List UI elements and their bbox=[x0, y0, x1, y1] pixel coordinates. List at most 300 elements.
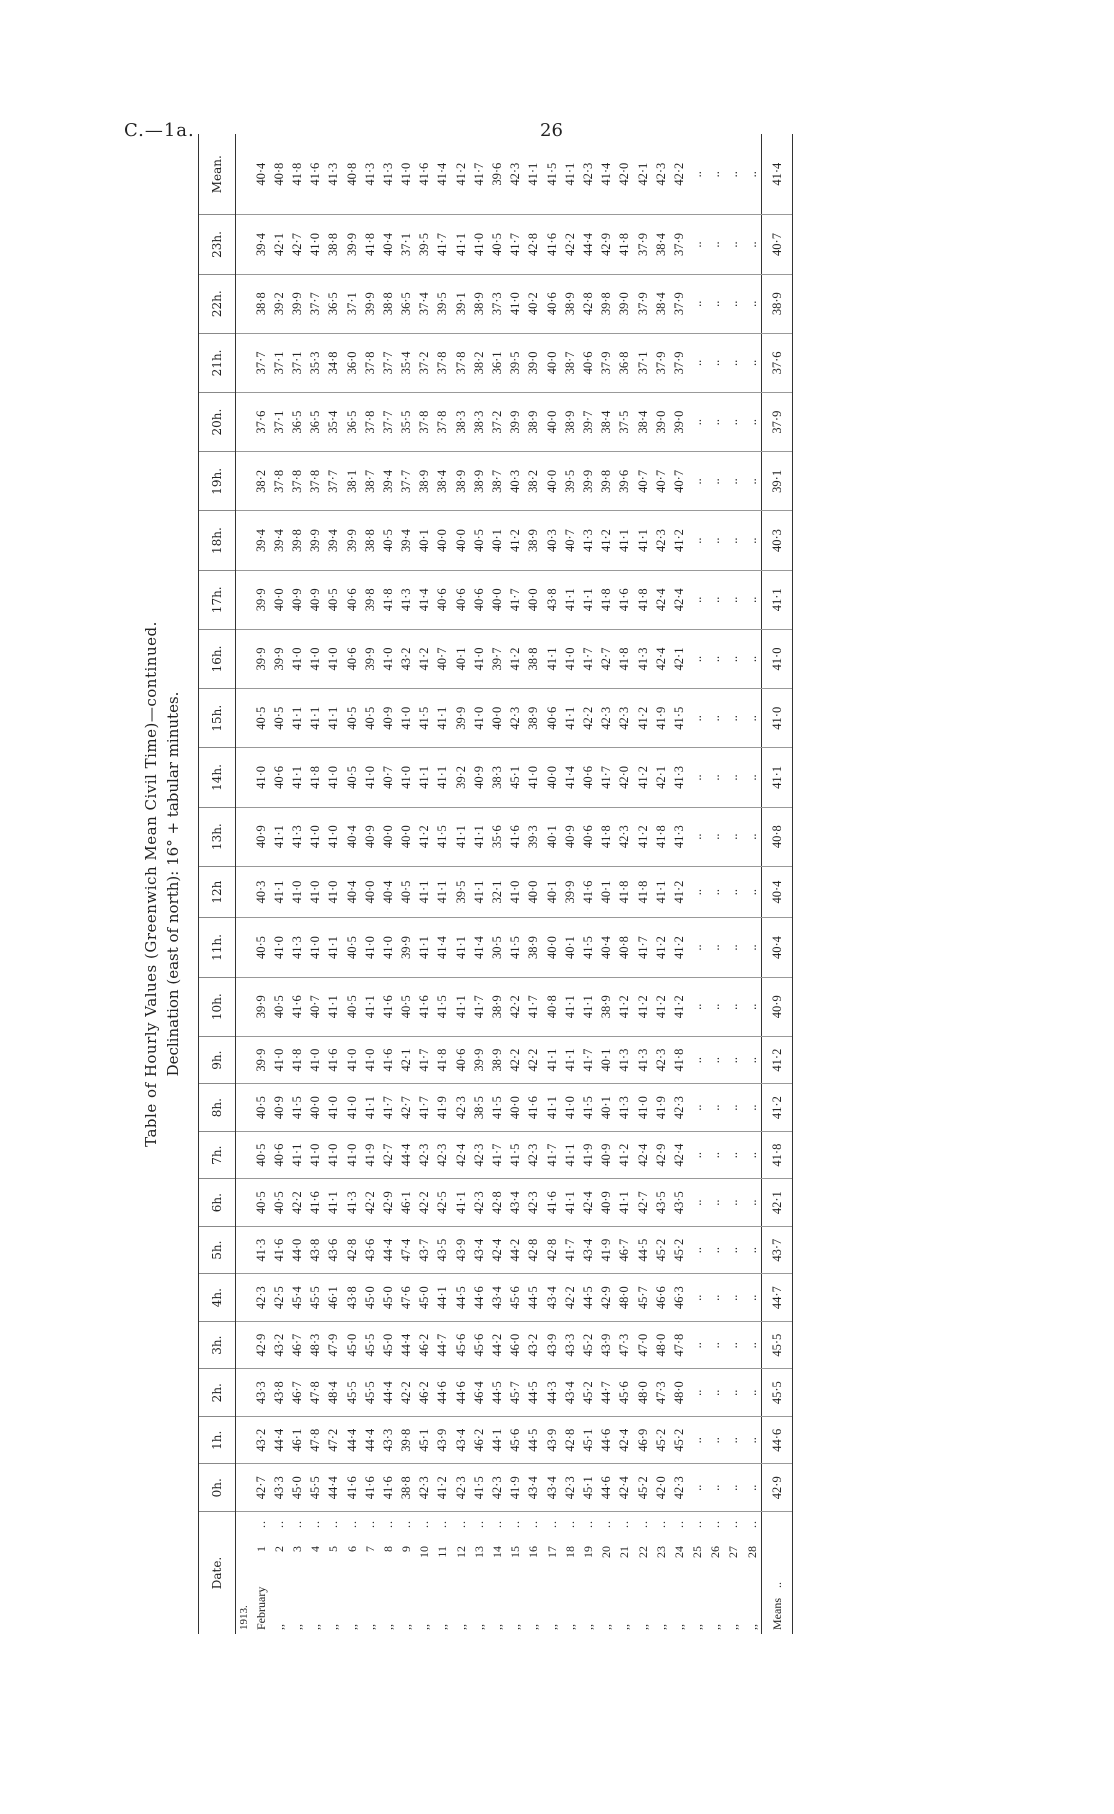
value-cell: 41·0 bbox=[307, 918, 325, 977]
value-cell: .. bbox=[743, 629, 762, 688]
value-cell: 38·2 bbox=[252, 452, 270, 511]
table-subtitle: Declination (east of north): 16° + tabular minutes. bbox=[164, 691, 182, 1077]
table-row bbox=[743, 134, 762, 1634]
day-label: 21 bbox=[617, 1546, 632, 1558]
value-cell: 36·1 bbox=[488, 333, 506, 392]
mean-value-cell: 40·7 bbox=[762, 215, 793, 274]
value-cell: 41·0 bbox=[307, 866, 325, 918]
value-cell: 44·4 bbox=[398, 1131, 416, 1179]
value-cell: .. bbox=[743, 1131, 762, 1179]
value-cell: 39·7 bbox=[579, 393, 597, 452]
value-cell: 41·0 bbox=[525, 748, 543, 807]
empty-cell bbox=[236, 1226, 253, 1274]
table-row bbox=[652, 134, 670, 1634]
value-cell: 42·3 bbox=[525, 1179, 543, 1227]
day-label: 22 bbox=[635, 1546, 650, 1558]
value-cell: 37·7 bbox=[307, 274, 325, 333]
value-cell: 41·0 bbox=[561, 1084, 579, 1132]
value-cell: 37·9 bbox=[670, 274, 688, 333]
date-cell bbox=[470, 1512, 488, 1635]
value-cell: 41·7 bbox=[470, 134, 488, 215]
value-cell: 40·9 bbox=[598, 1179, 616, 1227]
value-cell: 41·7 bbox=[416, 1036, 434, 1084]
value-cell: 41·1 bbox=[561, 1179, 579, 1227]
mean-value-cell: 40·4 bbox=[762, 866, 793, 918]
value-cell: .. bbox=[743, 977, 762, 1036]
month-label: ,, bbox=[671, 1624, 686, 1630]
value-cell: 35·5 bbox=[398, 393, 416, 452]
value-cell: 42·3 bbox=[507, 134, 525, 215]
value-cell: 41·5 bbox=[507, 918, 525, 977]
value-cell: 40·1 bbox=[488, 511, 506, 570]
value-cell: 48·4 bbox=[325, 1369, 343, 1417]
leader-dots: .. bbox=[690, 1520, 705, 1528]
column-header-hour: 8h. bbox=[199, 1084, 236, 1132]
value-cell: 37·1 bbox=[398, 215, 416, 274]
value-cell: 47·8 bbox=[670, 1321, 688, 1369]
value-cell: 42·4 bbox=[670, 1131, 688, 1179]
table-row bbox=[579, 134, 597, 1634]
value-cell: 41·0 bbox=[270, 1036, 288, 1084]
month-label: ,, bbox=[308, 1624, 323, 1630]
value-cell: 38·9 bbox=[488, 977, 506, 1036]
value-cell: 41·8 bbox=[307, 748, 325, 807]
table-row bbox=[361, 134, 379, 1634]
value-cell: 40·9 bbox=[379, 689, 397, 748]
value-cell: 45·2 bbox=[634, 1464, 652, 1512]
column-header-hour: 22h. bbox=[199, 274, 236, 333]
value-cell: 40·4 bbox=[343, 866, 361, 918]
value-cell: 37·9 bbox=[598, 333, 616, 392]
value-cell: 41·8 bbox=[434, 1036, 452, 1084]
value-cell: 45·1 bbox=[416, 1416, 434, 1464]
value-cell: 44·5 bbox=[488, 1369, 506, 1417]
value-cell: 43·8 bbox=[307, 1226, 325, 1274]
value-cell: 41·6 bbox=[507, 807, 525, 866]
value-cell: 41·1 bbox=[452, 918, 470, 977]
value-cell: .. bbox=[725, 918, 743, 977]
date-cell bbox=[379, 1512, 397, 1635]
day-label: 8 bbox=[380, 1546, 395, 1552]
table-row bbox=[307, 134, 325, 1634]
value-cell: 41·3 bbox=[252, 1226, 270, 1274]
value-cell: 41·8 bbox=[652, 807, 670, 866]
value-cell: .. bbox=[743, 918, 762, 977]
value-cell: 41·0 bbox=[634, 1084, 652, 1132]
value-cell: 40·0 bbox=[379, 807, 397, 866]
value-cell: 38·3 bbox=[488, 748, 506, 807]
value-cell: 41·3 bbox=[579, 511, 597, 570]
value-cell: 46·2 bbox=[470, 1416, 488, 1464]
value-cell: .. bbox=[707, 1274, 725, 1322]
value-cell: 41·7 bbox=[488, 1131, 506, 1179]
mean-value-cell: 39·1 bbox=[762, 452, 793, 511]
value-cell: 42·4 bbox=[634, 1131, 652, 1179]
value-cell: 41·1 bbox=[470, 866, 488, 918]
month-label: ,, bbox=[580, 1624, 595, 1630]
value-cell: 44·6 bbox=[598, 1464, 616, 1512]
value-cell: .. bbox=[707, 215, 725, 274]
value-cell: .. bbox=[725, 748, 743, 807]
date-cell bbox=[579, 1512, 597, 1635]
value-cell: 35·6 bbox=[488, 807, 506, 866]
day-label: 17 bbox=[544, 1546, 559, 1558]
value-cell: 40·1 bbox=[561, 918, 579, 977]
leader-dots: .. bbox=[635, 1520, 650, 1528]
day-label: 16 bbox=[526, 1546, 541, 1558]
value-cell: 37·8 bbox=[307, 452, 325, 511]
value-cell: 40·5 bbox=[270, 689, 288, 748]
value-cell: 41·0 bbox=[361, 918, 379, 977]
value-cell: 38·9 bbox=[488, 1036, 506, 1084]
empty-cell bbox=[236, 215, 253, 274]
value-cell: 41·0 bbox=[252, 748, 270, 807]
value-cell: 39·2 bbox=[452, 748, 470, 807]
date-cell bbox=[270, 1512, 288, 1635]
value-cell: 44·2 bbox=[488, 1321, 506, 1369]
value-cell: 41·1 bbox=[579, 570, 597, 629]
value-cell: 39·4 bbox=[379, 452, 397, 511]
date-cell bbox=[507, 1512, 525, 1635]
value-cell: 41·9 bbox=[598, 1226, 616, 1274]
value-cell: 41·9 bbox=[652, 689, 670, 748]
value-cell: 41·5 bbox=[470, 1464, 488, 1512]
value-cell: 37·8 bbox=[416, 393, 434, 452]
value-cell: 45·4 bbox=[288, 1274, 306, 1322]
table-row bbox=[325, 134, 343, 1634]
value-cell: 41·2 bbox=[634, 977, 652, 1036]
value-cell: 41·1 bbox=[416, 748, 434, 807]
value-cell: 42·2 bbox=[398, 1369, 416, 1417]
value-cell: 45·5 bbox=[307, 1464, 325, 1512]
value-cell: 41·0 bbox=[325, 1131, 343, 1179]
column-header-hour: 14h. bbox=[199, 748, 236, 807]
value-cell: 39·9 bbox=[561, 866, 579, 918]
value-cell: 40·0 bbox=[525, 866, 543, 918]
value-cell: 41·6 bbox=[543, 215, 561, 274]
value-cell: 41·1 bbox=[434, 748, 452, 807]
value-cell: .. bbox=[689, 1036, 707, 1084]
day-label: 3 bbox=[289, 1546, 304, 1552]
day-label: 13 bbox=[471, 1546, 486, 1558]
day-label: 6 bbox=[344, 1546, 359, 1552]
value-cell: 38·8 bbox=[379, 274, 397, 333]
value-cell: 41·5 bbox=[288, 1084, 306, 1132]
value-cell: 47·3 bbox=[652, 1369, 670, 1417]
mean-value-cell: 42·1 bbox=[762, 1179, 793, 1227]
month-label: ,, bbox=[508, 1624, 523, 1630]
value-cell: 41·5 bbox=[579, 918, 597, 977]
value-cell: 37·5 bbox=[616, 393, 634, 452]
hourly-values-table bbox=[198, 134, 793, 1634]
month-label: ,, bbox=[435, 1624, 450, 1630]
value-cell: 40·9 bbox=[270, 1084, 288, 1132]
value-cell: .. bbox=[707, 570, 725, 629]
value-cell: 43·3 bbox=[379, 1416, 397, 1464]
value-cell: .. bbox=[743, 748, 762, 807]
value-cell: 44·5 bbox=[634, 1226, 652, 1274]
value-cell: .. bbox=[725, 333, 743, 392]
month-label: ,, bbox=[490, 1624, 505, 1630]
value-cell: 39·4 bbox=[325, 511, 343, 570]
value-cell: 41·6 bbox=[579, 866, 597, 918]
value-cell: 43·9 bbox=[543, 1416, 561, 1464]
rotated-table-block bbox=[140, 114, 920, 1654]
value-cell: .. bbox=[707, 1369, 725, 1417]
value-cell: 41·8 bbox=[379, 570, 397, 629]
empty-cell bbox=[236, 570, 253, 629]
value-cell: 40·0 bbox=[543, 333, 561, 392]
value-cell: 41·7 bbox=[416, 1084, 434, 1132]
value-cell: 40·4 bbox=[598, 918, 616, 977]
column-header-hour: 19h. bbox=[199, 452, 236, 511]
value-cell: 39·6 bbox=[488, 134, 506, 215]
month-label: ,, bbox=[453, 1624, 468, 1630]
value-cell: 42·3 bbox=[579, 134, 597, 215]
value-cell: 43·4 bbox=[543, 1274, 561, 1322]
value-cell: 39·9 bbox=[252, 570, 270, 629]
value-cell: 38·9 bbox=[561, 274, 579, 333]
column-header-hour: 7h. bbox=[199, 1131, 236, 1179]
value-cell: 47·8 bbox=[307, 1416, 325, 1464]
value-cell: 41·2 bbox=[507, 511, 525, 570]
value-cell: 41·0 bbox=[325, 866, 343, 918]
value-cell: 42·9 bbox=[252, 1321, 270, 1369]
value-cell: 40·4 bbox=[379, 866, 397, 918]
value-cell: 44·4 bbox=[379, 1369, 397, 1417]
value-cell: 41·2 bbox=[670, 866, 688, 918]
value-cell: 42·2 bbox=[561, 215, 579, 274]
value-cell: 43·9 bbox=[598, 1321, 616, 1369]
value-cell: 43·9 bbox=[434, 1416, 452, 1464]
value-cell: 40·9 bbox=[307, 570, 325, 629]
value-cell: 45·5 bbox=[361, 1321, 379, 1369]
mean-value-cell: 40·3 bbox=[762, 511, 793, 570]
value-cell: 39·2 bbox=[270, 274, 288, 333]
value-cell: .. bbox=[743, 689, 762, 748]
value-cell: .. bbox=[743, 1321, 762, 1369]
value-cell: 41·3 bbox=[616, 1036, 634, 1084]
column-header-hour: 20h. bbox=[199, 393, 236, 452]
value-cell: 43·2 bbox=[525, 1321, 543, 1369]
empty-cell bbox=[236, 866, 253, 918]
value-cell: .. bbox=[707, 807, 725, 866]
value-cell: .. bbox=[707, 1321, 725, 1369]
table-row bbox=[561, 134, 579, 1634]
empty-cell bbox=[236, 1179, 253, 1227]
value-cell: 41·3 bbox=[343, 1179, 361, 1227]
value-cell: .. bbox=[689, 977, 707, 1036]
value-cell: 43·5 bbox=[670, 1179, 688, 1227]
value-cell: 41·6 bbox=[307, 134, 325, 215]
value-cell: 38·9 bbox=[470, 274, 488, 333]
value-cell: 39·9 bbox=[470, 1036, 488, 1084]
value-cell: 43·2 bbox=[398, 629, 416, 688]
value-cell: 40·6 bbox=[543, 274, 561, 333]
value-cell: 45·1 bbox=[579, 1416, 597, 1464]
value-cell: 45·2 bbox=[579, 1321, 597, 1369]
value-cell: 38·8 bbox=[398, 1464, 416, 1512]
value-cell: .. bbox=[743, 1084, 762, 1132]
day-label: 27 bbox=[726, 1546, 741, 1558]
mean-value-cell: 41·0 bbox=[762, 689, 793, 748]
leader-dots: .. bbox=[326, 1520, 341, 1528]
value-cell: 47·3 bbox=[616, 1321, 634, 1369]
day-label: 7 bbox=[362, 1546, 377, 1552]
value-cell: .. bbox=[707, 977, 725, 1036]
value-cell: .. bbox=[689, 689, 707, 748]
month-label: ,, bbox=[399, 1624, 414, 1630]
empty-cell bbox=[236, 977, 253, 1036]
value-cell: 40·5 bbox=[398, 977, 416, 1036]
value-cell: .. bbox=[743, 1369, 762, 1417]
column-header-hour: 15h. bbox=[199, 689, 236, 748]
value-cell: 42·4 bbox=[670, 570, 688, 629]
value-cell: 47·6 bbox=[398, 1274, 416, 1322]
column-header-hour: 16h. bbox=[199, 629, 236, 688]
value-cell: 40·5 bbox=[325, 570, 343, 629]
value-cell: .. bbox=[689, 1179, 707, 1227]
value-cell: 39·0 bbox=[525, 333, 543, 392]
value-cell: 38·9 bbox=[525, 393, 543, 452]
value-cell: 41·9 bbox=[579, 1131, 597, 1179]
value-cell: 41·7 bbox=[579, 629, 597, 688]
value-cell: 43·4 bbox=[452, 1416, 470, 1464]
value-cell: 40·5 bbox=[270, 977, 288, 1036]
column-header-hour: Mean. bbox=[199, 134, 236, 215]
date-cell bbox=[325, 1512, 343, 1635]
column-header-hour: 4h. bbox=[199, 1274, 236, 1322]
value-cell: 41·0 bbox=[507, 866, 525, 918]
value-cell: 41·4 bbox=[561, 748, 579, 807]
leader-dots: .. bbox=[253, 1520, 268, 1528]
value-cell: 42·2 bbox=[416, 1179, 434, 1227]
date-cell bbox=[543, 1512, 561, 1635]
value-cell: 41·0 bbox=[325, 748, 343, 807]
value-cell: 44·4 bbox=[579, 215, 597, 274]
column-header-hour: 3h. bbox=[199, 1321, 236, 1369]
value-cell: 40·6 bbox=[343, 570, 361, 629]
value-cell: 45·6 bbox=[616, 1369, 634, 1417]
value-cell: 41·3 bbox=[325, 134, 343, 215]
value-cell: .. bbox=[725, 1274, 743, 1322]
leader-dots: .. bbox=[417, 1520, 432, 1528]
value-cell: 43·8 bbox=[343, 1274, 361, 1322]
value-cell: 40·0 bbox=[543, 748, 561, 807]
value-cell: 44·4 bbox=[325, 1464, 343, 1512]
value-cell: 41·1 bbox=[543, 1036, 561, 1084]
value-cell: 45·7 bbox=[634, 1274, 652, 1322]
value-cell: 44·1 bbox=[488, 1416, 506, 1464]
column-header-hour: 1h. bbox=[199, 1416, 236, 1464]
value-cell: 40·8 bbox=[343, 134, 361, 215]
date-cell bbox=[725, 1512, 743, 1635]
value-cell: 39·8 bbox=[361, 570, 379, 629]
value-cell: 38·4 bbox=[652, 215, 670, 274]
value-cell: 43·5 bbox=[434, 1226, 452, 1274]
column-header-hour: 2h. bbox=[199, 1369, 236, 1417]
value-cell: 44·3 bbox=[543, 1369, 561, 1417]
value-cell: 42·3 bbox=[652, 134, 670, 215]
value-cell: 41·1 bbox=[307, 689, 325, 748]
day-label: 26 bbox=[708, 1546, 723, 1558]
value-cell: 40·0 bbox=[488, 570, 506, 629]
value-cell: 39·9 bbox=[452, 689, 470, 748]
value-cell: 41·8 bbox=[670, 1036, 688, 1084]
value-cell: 39·5 bbox=[507, 333, 525, 392]
value-cell: 40·6 bbox=[543, 689, 561, 748]
value-cell: 43·4 bbox=[579, 1226, 597, 1274]
value-cell: 41·2 bbox=[452, 134, 470, 215]
value-cell: 42·3 bbox=[434, 1131, 452, 1179]
value-cell: 41·1 bbox=[616, 511, 634, 570]
leader-dots: .. bbox=[653, 1520, 668, 1528]
table-row bbox=[525, 134, 543, 1634]
value-cell: .. bbox=[725, 1369, 743, 1417]
value-cell: 42·8 bbox=[488, 1179, 506, 1227]
empty-cell bbox=[236, 452, 253, 511]
value-cell: 44·4 bbox=[379, 1226, 397, 1274]
value-cell: 44·6 bbox=[434, 1369, 452, 1417]
value-cell: 41·3 bbox=[398, 570, 416, 629]
leader-dots: .. bbox=[580, 1520, 595, 1528]
value-cell: 41·1 bbox=[288, 1131, 306, 1179]
leader-dots: .. bbox=[508, 1520, 523, 1528]
value-cell: 40·0 bbox=[361, 866, 379, 918]
day-label: 2 bbox=[271, 1546, 286, 1552]
table-row bbox=[379, 134, 397, 1634]
date-cell bbox=[434, 1512, 452, 1635]
value-cell: 37·9 bbox=[634, 274, 652, 333]
value-cell: 39·9 bbox=[579, 452, 597, 511]
leader-dots: .. bbox=[490, 1520, 505, 1528]
value-cell: 37·8 bbox=[361, 333, 379, 392]
value-cell: 40·6 bbox=[270, 748, 288, 807]
table-title: Table of Hourly Values (Greenwich Mean Civil Time)—continued. bbox=[142, 621, 160, 1147]
value-cell: 41·7 bbox=[379, 1084, 397, 1132]
date-cell bbox=[598, 1512, 616, 1635]
value-cell: 41·1 bbox=[561, 1131, 579, 1179]
value-cell: 40·6 bbox=[579, 333, 597, 392]
value-cell: 42·5 bbox=[270, 1274, 288, 1322]
value-cell: 39·7 bbox=[488, 629, 506, 688]
value-cell: 42·8 bbox=[525, 215, 543, 274]
mean-value-cell: 41·1 bbox=[762, 748, 793, 807]
column-header-hour: 12h bbox=[199, 866, 236, 918]
value-cell: 37·8 bbox=[452, 333, 470, 392]
value-cell: 44·5 bbox=[525, 1274, 543, 1322]
value-cell: 42·7 bbox=[398, 1084, 416, 1132]
value-cell: 44·6 bbox=[452, 1369, 470, 1417]
leader-dots: .. bbox=[435, 1520, 450, 1528]
value-cell: 39·9 bbox=[252, 1036, 270, 1084]
value-cell: 42·2 bbox=[507, 977, 525, 1036]
mean-value-cell: 45·5 bbox=[762, 1369, 793, 1417]
document-reference: C.—1a. bbox=[124, 120, 195, 141]
value-cell: 39·9 bbox=[361, 274, 379, 333]
value-cell: 37·8 bbox=[270, 452, 288, 511]
value-cell: 46·3 bbox=[670, 1274, 688, 1322]
day-label: 9 bbox=[399, 1546, 414, 1552]
year-label: 1913. bbox=[238, 1605, 250, 1630]
value-cell: 44·4 bbox=[343, 1416, 361, 1464]
value-cell: 41·1 bbox=[634, 511, 652, 570]
value-cell: 39·0 bbox=[616, 274, 634, 333]
value-cell: 41·7 bbox=[598, 748, 616, 807]
value-cell: 42·3 bbox=[561, 1464, 579, 1512]
empty-cell bbox=[236, 274, 253, 333]
value-cell: 42·8 bbox=[543, 1226, 561, 1274]
